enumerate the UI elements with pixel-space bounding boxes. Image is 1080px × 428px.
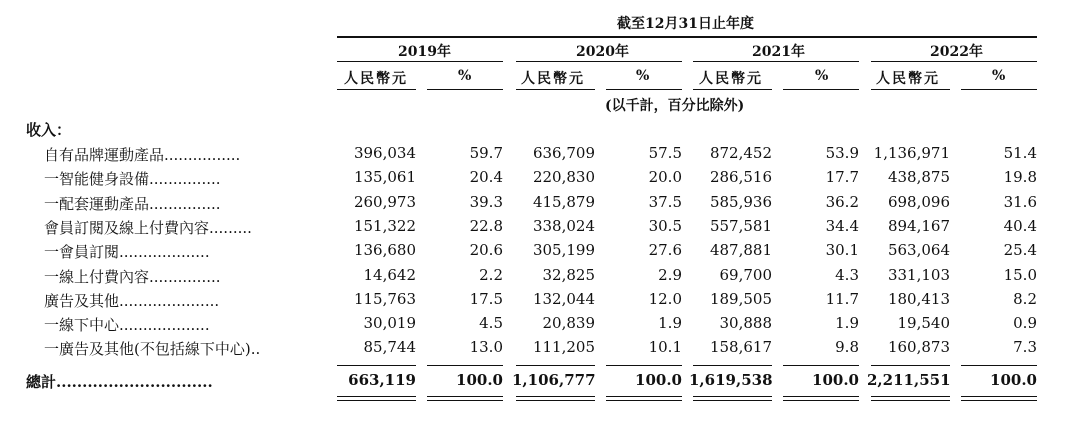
cell-2022-percent: 19.8: [1003, 168, 1037, 187]
currency-label-2020: 人民幣元: [521, 71, 585, 87]
col-rule: [427, 89, 503, 90]
total-2022-amount: 2,211,551: [867, 371, 951, 389]
col-rule: [693, 89, 772, 90]
cell-2021-percent: 11.7: [825, 289, 859, 308]
cell-2019-percent: 20.6: [469, 241, 503, 260]
year-2020: 2020年: [576, 44, 629, 60]
table-row: [0, 338, 1080, 364]
cell-2020-percent: 1.9: [658, 314, 682, 333]
cell-2021-percent: 36.2: [825, 192, 859, 211]
row-label: 一配套運動產品...............: [44, 194, 221, 213]
section-title: 收入：: [26, 121, 72, 139]
cell-2022-amount: 563,064: [887, 241, 950, 260]
percent-label-2021: %: [815, 68, 829, 84]
table-row: [0, 241, 1080, 267]
cell-2020-percent: 12.0: [648, 289, 682, 308]
cell-2022-percent: 31.6: [1003, 192, 1037, 211]
cell-2021-amount: 487,881: [709, 241, 772, 260]
cell-2020-amount: 111,205: [532, 338, 595, 357]
double-rule: [606, 396, 682, 397]
cell-2022-amount: 894,167: [887, 216, 950, 235]
total-2019-percent: 100.0: [456, 371, 503, 389]
cell-2022-percent: 0.9: [1013, 314, 1037, 333]
row-label: 自有品牌運動產品................: [44, 146, 241, 164]
year-2019: 2019年: [398, 44, 451, 60]
cell-2022-percent: 7.3: [1013, 338, 1037, 357]
double-rule: [783, 396, 859, 397]
cell-2019-amount: 135,061: [353, 168, 416, 187]
double-rule: [337, 396, 416, 397]
unit-note: (以千計，百分比除外): [605, 98, 745, 114]
total-row: [0, 371, 1080, 397]
cell-2019-percent: 4.5: [479, 314, 503, 333]
cell-2020-amount: 220,830: [532, 168, 595, 187]
table-row: [0, 290, 1080, 316]
cell-2021-amount: 872,452: [709, 144, 772, 162]
cell-2021-amount: 69,700: [719, 265, 772, 284]
cell-2020-percent: 20.0: [648, 168, 682, 187]
cell-2019-percent: 13.0: [469, 338, 503, 357]
total-top-rule: [427, 365, 503, 366]
year-rule-2020: [516, 61, 682, 62]
col-rule: [871, 89, 950, 90]
col-rule: [783, 89, 859, 90]
total-2021-percent: 100.0: [812, 371, 859, 389]
row-label: 一線上付費內容...............: [44, 267, 221, 286]
row-label: 廣告及其他.....................: [44, 291, 220, 310]
total-top-rule: [693, 365, 772, 366]
cell-2021-percent: 9.8: [835, 338, 859, 357]
cell-2022-amount: 438,875: [887, 168, 950, 187]
col-rule: [337, 89, 416, 90]
double-rule: [871, 400, 950, 401]
year-rule-2019: [337, 61, 503, 62]
cell-2020-amount: 338,024: [532, 216, 595, 235]
cell-2020-amount: 32,825: [542, 265, 595, 284]
percent-label-2022: %: [992, 68, 1006, 84]
year-rule-2021: [693, 61, 859, 62]
total-top-rule: [961, 365, 1037, 366]
cell-2022-amount: 331,103: [887, 265, 950, 284]
percent-label-2019: %: [458, 68, 472, 84]
cell-2020-percent: 30.5: [648, 216, 682, 235]
cell-2021-amount: 158,617: [709, 338, 772, 357]
cell-2021-percent: 4.3: [835, 265, 859, 284]
cell-2022-amount: 1,136,971: [873, 144, 950, 162]
table-row: [0, 266, 1080, 292]
currency-label-2021: 人民幣元: [699, 71, 763, 87]
cell-2022-percent: 15.0: [1003, 265, 1037, 284]
total-2020-percent: 100.0: [635, 371, 682, 389]
percent-label-2020: %: [636, 68, 650, 84]
total-top-rule: [516, 365, 595, 366]
cell-2019-percent: 39.3: [469, 192, 503, 211]
total-top-rule: [606, 365, 682, 366]
cell-2020-percent: 27.6: [648, 241, 682, 260]
double-rule: [516, 400, 595, 401]
double-rule: [516, 396, 595, 397]
year-rule-2022: [871, 61, 1037, 62]
col-rule: [516, 89, 595, 90]
double-rule: [961, 400, 1037, 401]
cell-2019-amount: 396,034: [353, 144, 416, 162]
double-rule: [606, 400, 682, 401]
cell-2021-percent: 30.1: [825, 241, 859, 260]
col-rule: [961, 89, 1037, 90]
col-rule: [606, 89, 682, 90]
cell-2019-amount: 85,744: [363, 338, 416, 357]
double-rule: [693, 396, 772, 397]
cell-2022-amount: 180,413: [887, 289, 950, 308]
table-row: [0, 193, 1080, 219]
row-label: 一線下中心...................: [44, 316, 210, 335]
cell-2019-percent: 59.7: [469, 144, 503, 162]
total-2022-percent: 100.0: [990, 371, 1037, 389]
row-label: 一會員訂閱...................: [44, 243, 210, 262]
cell-2019-amount: 136,680: [353, 241, 416, 260]
double-rule: [871, 396, 950, 397]
cell-2021-amount: 286,516: [709, 168, 772, 187]
double-rule: [961, 396, 1037, 397]
cell-2020-percent: 57.5: [648, 144, 682, 162]
cell-2021-percent: 17.7: [825, 168, 859, 187]
total-2021-amount: 1,619,538: [689, 371, 773, 389]
cell-2021-percent: 34.4: [825, 216, 859, 235]
cell-2019-percent: 17.5: [469, 289, 503, 308]
cell-2021-percent: 1.9: [835, 314, 859, 333]
cell-2019-amount: 14,642: [363, 265, 416, 284]
cell-2020-amount: 636,709: [532, 144, 595, 162]
cell-2020-amount: 20,839: [542, 314, 595, 333]
cell-2021-percent: 53.9: [825, 144, 859, 162]
row-label: 一智能健身設備...............: [44, 170, 221, 189]
cell-2019-amount: 115,763: [353, 289, 416, 308]
currency-label-2022: 人民幣元: [876, 71, 940, 87]
cell-2020-percent: 10.1: [648, 338, 682, 357]
cell-2022-percent: 40.4: [1003, 216, 1037, 235]
cell-2019-percent: 20.4: [469, 168, 503, 187]
header-top-rule: [337, 36, 1037, 38]
cell-2020-amount: 132,044: [532, 289, 595, 308]
cell-2021-amount: 189,505: [709, 289, 772, 308]
double-rule: [783, 400, 859, 401]
cell-2019-amount: 260,973: [353, 192, 416, 211]
cell-2021-amount: 585,936: [709, 192, 772, 211]
cell-2022-amount: 19,540: [897, 314, 950, 333]
cell-2020-percent: 37.5: [648, 192, 682, 211]
total-2019-amount: 663,119: [348, 371, 416, 389]
table-row: [0, 217, 1080, 243]
cell-2020-amount: 415,879: [532, 192, 595, 211]
table-row: [0, 168, 1080, 194]
cell-2022-amount: 698,096: [887, 192, 950, 211]
row-label: 一廣告及其他(不包括線下中心)..: [44, 340, 261, 359]
year-2022: 2022年: [930, 44, 983, 60]
cell-2019-percent: 2.2: [479, 265, 503, 284]
double-rule: [427, 396, 503, 397]
cell-2020-percent: 2.9: [658, 265, 682, 284]
total-top-rule: [337, 365, 416, 366]
cell-2022-amount: 160,873: [887, 338, 950, 357]
cell-2019-amount: 30,019: [363, 314, 416, 333]
total-label: 總計..............................: [26, 373, 213, 391]
table-row: [0, 314, 1080, 340]
period-title: 截至12月31日止年度: [617, 16, 754, 32]
total-top-rule: [871, 365, 950, 366]
total-2020-amount: 1,106,777: [512, 371, 596, 389]
cell-2022-percent: 25.4: [1003, 241, 1037, 260]
currency-label-2019: 人民幣元: [344, 71, 408, 87]
cell-2019-percent: 22.8: [469, 216, 503, 235]
total-top-rule: [783, 365, 859, 366]
cell-2022-percent: 8.2: [1013, 289, 1037, 308]
table-row: [0, 144, 1080, 170]
cell-2022-percent: 51.4: [1003, 144, 1037, 162]
cell-2019-amount: 151,322: [353, 216, 416, 235]
double-rule: [427, 400, 503, 401]
cell-2021-amount: 557,581: [709, 216, 772, 235]
cell-2021-amount: 30,888: [719, 314, 772, 333]
year-2021: 2021年: [752, 44, 805, 60]
row-label: 會員訂閱及線上付費內容.........: [44, 218, 252, 237]
double-rule: [693, 400, 772, 401]
cell-2020-amount: 305,199: [532, 241, 595, 260]
double-rule: [337, 400, 416, 401]
